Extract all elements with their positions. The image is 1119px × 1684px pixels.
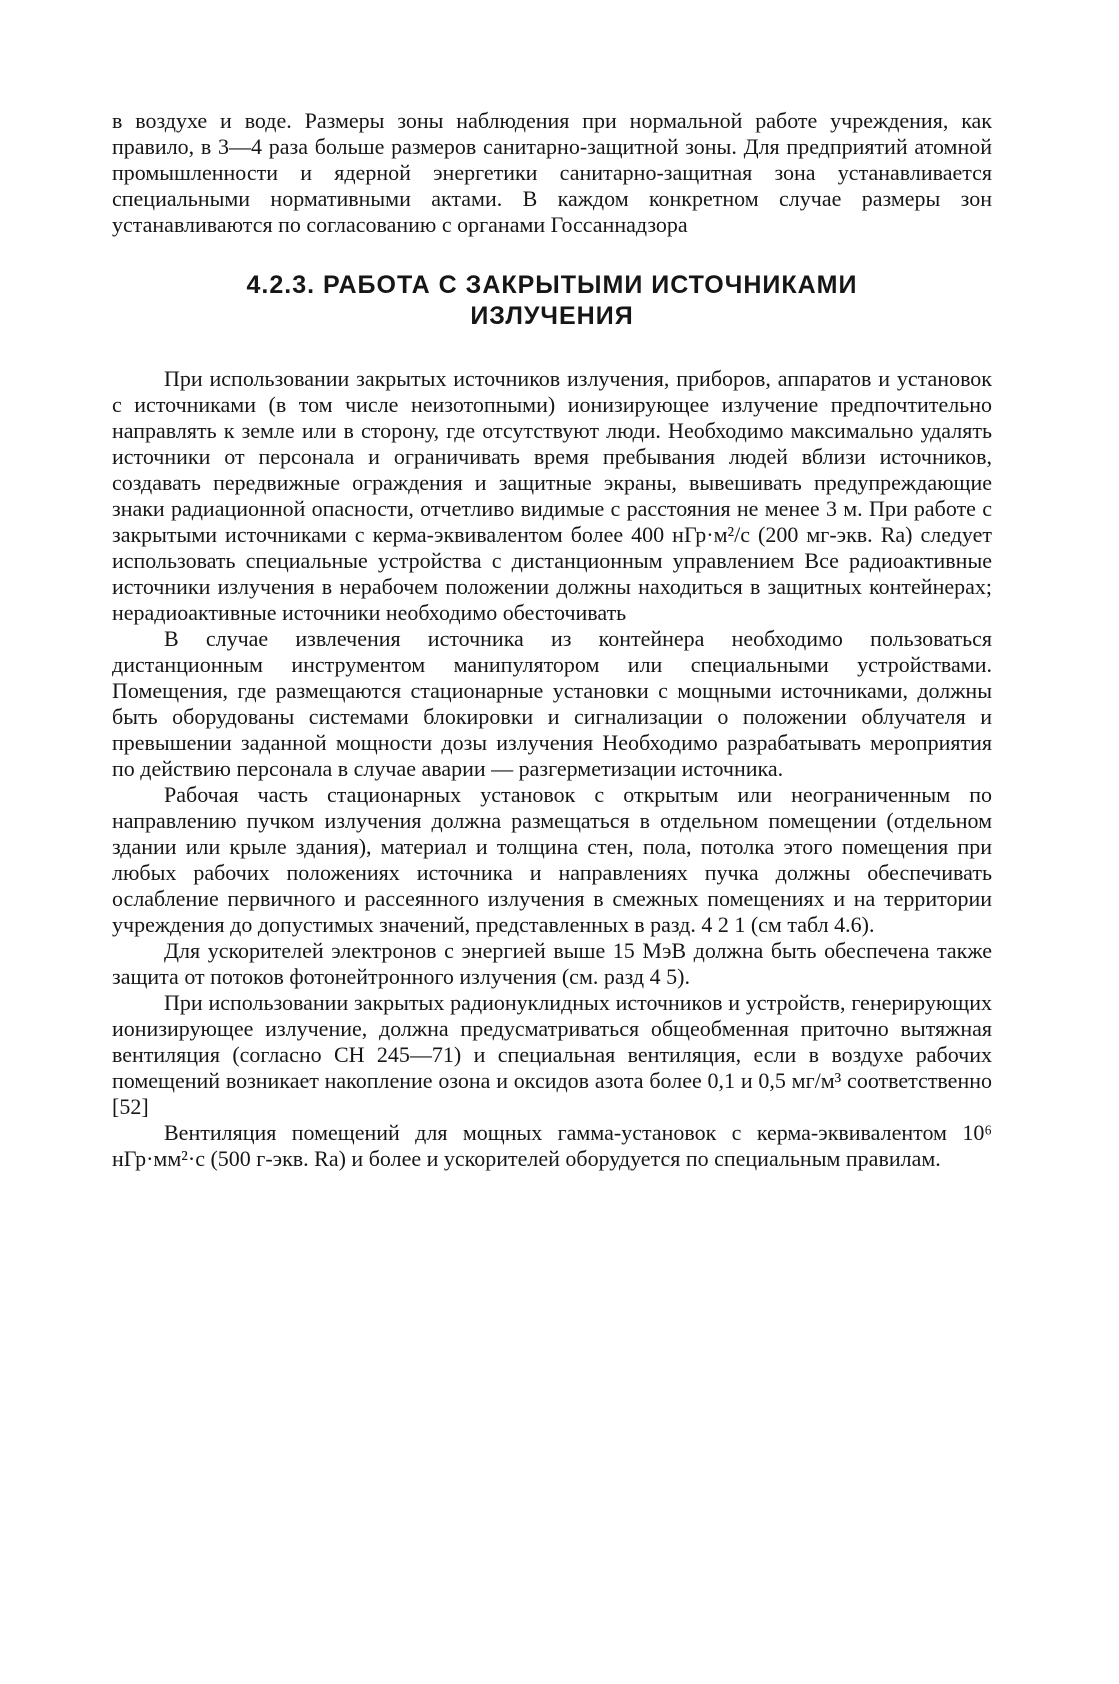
body-paragraph: Рабочая часть стационарных установок с открытым или неограниченным по направлению пучком излучения должна размещаться в отдельном помещении (отдельном здании или крыле здания), материал и толщина стен, пола, потолка этого помещения при любых рабочих положениях источника и направлениях пучка должны обеспечивать ослабление первичного и рассеянного излучения в смежных помещениях и на территории учреждения до допустимых значений, представленных в разд. 4 2 1 (см табл 4.6).	[112, 782, 992, 937]
intro-paragraph: в воздухе и воде. Размеры зоны наблюдения при нормальной работе учреждения, как правило, в 3—4 раза больше размеров санитарно-защитной зоны. Для предприятий атомной промышленности и ядерной энергетики санитарно-защитная зона устанавливается специальными нормативными актами. В каждом конкретном случае размеры зон устанавливаются по согласованию с органами Госсаннадзора	[112, 108, 992, 237]
section-4-2-3	[112, 270, 992, 1172]
body-paragraph: В случае извлечения источника из контейнера необходимо пользоваться дистанционным инструментом манипулятором или специальными устройствами. Помещения, где размещаются стационарные установки с мощными источниками, должны быть оборудованы системами блокировки и сигнализации о положении облучателя и превышении заданной мощности дозы излучения Необходимо разрабатывать мероприятия по действию персонала в случае аварии — разгерметизации источника.	[112, 626, 992, 781]
body-paragraph: Для ускорителей электронов с энергией выше 15 МэВ должна быть обеспечена также защита от потоков фотонейтронного излучения (см. разд 4 5).	[112, 938, 992, 989]
section-heading	[112, 270, 992, 332]
section-heading-line-1: 4.2.3. РАБОТА С ЗАКРЫТЫМИ ИСТОЧНИКАМИ	[246, 271, 858, 299]
body-paragraph: При использовании закрытых радионуклидных источников и устройств, генерирующих ионизирующее излучение, должна предусматриваться общеобменная приточно вытяжная вентиляция (согласно СН 245—71) и специальная вентиляция, если в воздухе рабочих помещений возникает накопление озона и оксидов азота более 0,1 и 0,5 мг/м³ соответственно [52]	[112, 990, 992, 1119]
body-paragraph: Вентиляция помещений для мощных гамма-установок с керма-эквивалентом 10⁶ нГр·мм²·с (500 г-экв. Ra) и более и ускорителей оборудуется по специальным правилам.	[112, 1120, 992, 1171]
document-page	[112, 108, 992, 1172]
body-paragraph: При использовании закрытых источников излучения, приборов, аппаратов и установок с источниками (в том числе неизотопными) ионизирующее излучение предпочтительно направлять к земле или в сторону, где отсутствуют люди. Необходимо максимально удалять источники от персонала и ограничивать время пребывания людей вблизи источников, создавать передвижные ограждения и защитные экраны, вывешивать предупреждающие знаки радиационной опасности, отчетливо видимые с расстояния не менее 3 м. При работе с закрытыми источниками с керма-эквивалентом более 400 нГр·м²/с (200 мг-экв. Ra) следует использовать специальные устройства с дистанционным управлением Все радиоактивные источники излучения в нерабочем положении должны находиться в защитных контейнерах; нерадиоактивные источники необходимо обесточивать	[112, 366, 992, 625]
section-heading-line-2: ИЗЛУЧЕНИЯ	[470, 302, 634, 330]
